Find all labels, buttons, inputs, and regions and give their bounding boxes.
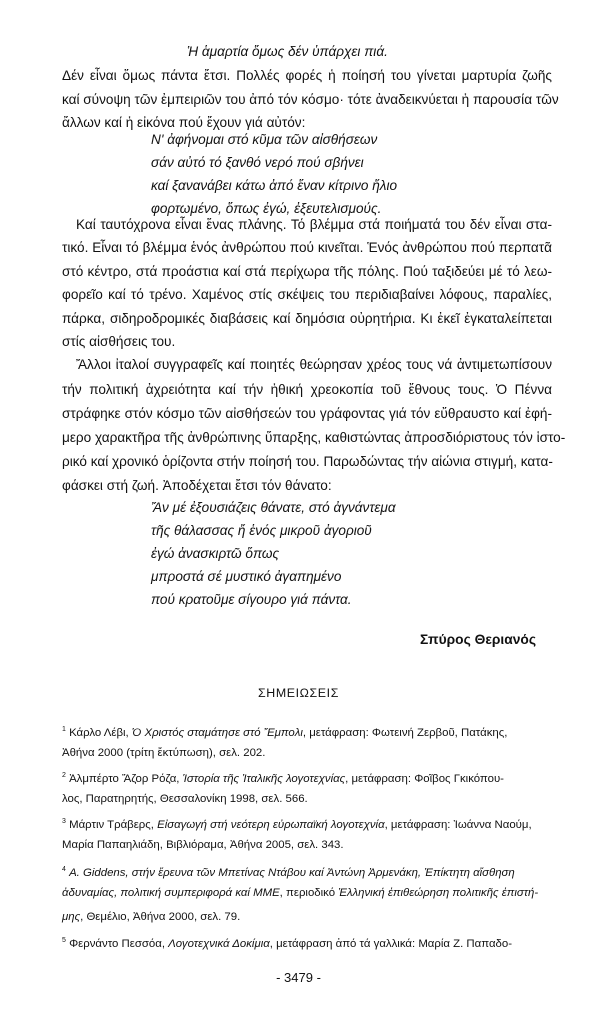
footnote-text	[62, 793, 308, 805]
footnote-text	[62, 887, 538, 899]
footnote-text	[62, 839, 344, 851]
poem2-line-2: τῆς θάλασσας ἤ ἑνός μικροῦ ἀγοριοῦ	[151, 523, 372, 538]
footnote-segment: , μετάφραση: Ἰωάννα Ναούμ,	[384, 819, 532, 831]
para1-line-2: καί σύνοψη τῶν ἐμπειριῶν του ἀπό τόν κόσμο· τότε ἀναδεικνύεται ἡ παρουσία τῶν	[62, 92, 559, 107]
footnote-italic-segment: Λογοτεχνικά Δοκίμια	[168, 938, 270, 950]
poem1-line-4: φορτωμένο, ὅπως ἐγώ, ἐξευτελισμούς.	[151, 201, 382, 216]
footnote-number: 5	[62, 937, 66, 944]
para3-line-2: τήν πολιτική ἀχρειότητα καί τήν ἠθική χρεοκοπία τοῦ ἔθνους τους. Ὁ Πέννα	[62, 382, 552, 397]
footnote-italic-segment: Ὁ Χριστός σταμάτησε στό Ἔμπολι	[131, 727, 303, 739]
footnote-segment: λος, Παρατηρητής, Θεσσαλονίκη 1998, σελ. 566.	[62, 793, 308, 805]
para3-line-5: ρικό καί χρονικό ὁρίζοντα στήν ποίησή του. Παρωδώντας τήν αἰώνια στιγμή, κατα-	[62, 454, 553, 469]
footnote-segment: , μετάφραση: Φωτεινή Ζερβοῦ, Πατάκης,	[302, 727, 508, 739]
footnote-line	[62, 909, 240, 926]
footnote-italic-segment: Ἑλληνική ἐπιθεώρηση πολιτικῆς ἐπιστή-	[338, 887, 539, 899]
para2-line-5: πάρκα, σιδηροδρομικές διαβάσεις καί δημόσια οὐρητήρια. Κι ἐκεῖ ἐγκαταλείπεται	[62, 311, 552, 326]
footnote-segment: Μάρτιν Τράβερς,	[69, 819, 158, 831]
para2-line-4: φορεῖο καί τό τρένο. Χαμένος στίς σκέψεις του περιδιαβαίνει λόφους, παραλίες,	[62, 287, 552, 302]
footnote-text	[69, 773, 504, 785]
footnote-segment: Μαρία Παπαηλιάδη, Βιβλιόραμα, Ἀθήνα 2005, σελ. 343.	[62, 839, 344, 851]
footnote-segment: , Θεμέλιο, Ἀθήνα 2000, σελ. 79.	[80, 911, 241, 923]
footnote-line	[62, 837, 344, 854]
footnote-segment: Ἀθήνα 2000 (τρίτη ἔκτύπωση), σελ. 202.	[62, 747, 266, 759]
footnote-number: 3	[62, 818, 66, 825]
footnote-segment: , περιοδικό	[279, 887, 339, 899]
poem1-line-1: Ν' ἀφήνομαι στό κῦμα τῶν αἰσθήσεων	[151, 132, 378, 147]
footnote-italic-segment: μης	[62, 911, 81, 923]
para1-line-1: Δέν εἶναι ὅμως πάντα ἔτσι. Πολλές φορές ἡ ποίησή του γίνεται μαρτυρία ζωῆς	[62, 68, 552, 83]
poem2-line-1: Ἄν μέ ἐξουσιάζεις θάνατε, στό ἀγνάντεμα	[151, 500, 396, 515]
para2-line-1: Καί ταυτόχρονα εἶναι ἕνας πλάνης. Τό βλέμμα στά ποιήματά του δέν εἶναι στα-	[76, 217, 552, 232]
para2-line-6: στίς αἰσθήσεις του.	[62, 334, 176, 349]
para3-line-4: μερο χαρακτῆρα τῆς ἀνθρώπινης ὕπαρξης, καθιστώντας ἀπροσδιόριστους τόν ἱστο-	[62, 430, 566, 445]
footnote-segment: Κάρλο Λέβι,	[69, 727, 132, 739]
para2-line-2: τικό. Εἶναι τό βλέμμα ἑνός ἀνθρώπου πού κινεῖται. Ἑνός ἀνθρώπου πού περπατᾶ	[62, 240, 552, 255]
footnote-line	[62, 813, 532, 834]
poem2-line-4: μπροστά σέ μυστικό ἀγαπημένο	[151, 569, 342, 584]
footnote-line	[62, 721, 507, 742]
footnote-number: 1	[62, 726, 66, 733]
poem2-line-5: πού κρατοῦμε σίγουρο γιά πάντα.	[151, 592, 352, 607]
poem2-line-3: ἐγώ ἀνασκιρτῶ ὅπως	[151, 546, 280, 561]
footnote-text	[69, 819, 532, 831]
footnote-number: 4	[62, 866, 66, 873]
footnote-italic-segment: Εἰσαγωγή στή νεότερη εὐρωπαϊκή λογοτεχνία	[157, 819, 385, 831]
footnote-line	[62, 791, 308, 808]
poem1-line-2: σάν αὐτό τό ξανθό νερό πού σβήνει	[151, 155, 364, 170]
footnote-text	[69, 867, 515, 879]
footnote-number: 2	[62, 772, 66, 779]
footnote-segment: Φερνάντο Πεσσόα,	[69, 938, 169, 950]
page-number: - 3479 -	[276, 970, 321, 985]
author-signature: Σπύρος Θεριανός	[420, 632, 537, 647]
para3-line-6: φάσκει στή ζωή. Ἀποδέχεται ἔτσι τόν θάνατο:	[62, 478, 332, 493]
footnote-segment: , μετάφραση ἀπό τά γαλλικά: Μαρία Ζ. Παπαδο-	[269, 938, 512, 950]
footnote-line	[62, 885, 538, 902]
notes-heading: ΣΗΜΕΙΩΣΕΙΣ	[258, 686, 339, 700]
footnote-italic-segment: ἀδυναμίας, πολιτική συμπεριφορά καί ΜΜΕ	[62, 887, 280, 899]
quote-line: Ἡ ἁμαρτία ὅμως δέν ὑπάρχει πιά.	[187, 44, 388, 59]
para1-line-3: ἄλλων καί ἡ εἰκόνα πού ἔχουν γιά αὐτόν:	[62, 115, 306, 130]
footnote-line	[62, 745, 265, 762]
poem1-line-3: καί ξανανάβει κάτω ἀπό ἕναν κίτρινο ἥλιο	[151, 178, 398, 193]
footnote-italic-segment: Ἱστορία τῆς Ἰταλικῆς λογοτεχνίας	[182, 773, 346, 785]
footnote-line	[62, 767, 504, 788]
footnote-segment: Ἀλμπέρτο Ἄζορ Ρόζα,	[69, 773, 183, 785]
footnote-line	[62, 861, 515, 882]
para3-line-1: Ἄλλοι ἰταλοί συγγραφεῖς καί ποιητές θεώρησαν χρέος τους νά ἀντιμετωπίσουν	[76, 357, 552, 372]
para2-line-3: στό κέντρο, στά προάστια καί στά περίχωρα τῆς πόλης. Πού ταξιδεύει μέ τό λεω-	[62, 264, 552, 279]
para3-line-3: στράφηκε στόν κόσμο τῶν αἰσθήσεών του γράφοντας γιά τόν εὔθραυστο καί ἐφή-	[62, 406, 552, 421]
footnote-text	[62, 911, 240, 923]
footnote-italic-segment: A. Giddens, στήν ἔρευνα τῶν Μπετίνας Ντάβου καί Ἀντώνη Ἀρμενάκη,	[69, 867, 425, 879]
footnote-segment: , μετάφραση: Φοῖβος Γκικόπου-	[345, 773, 504, 785]
footnote-text	[62, 747, 265, 759]
footnote-text	[69, 938, 512, 950]
footnote-italic-segment: Ἐπίκτητη αἴσθηση	[424, 867, 515, 879]
footnote-line	[62, 932, 512, 953]
footnote-text	[69, 727, 507, 739]
